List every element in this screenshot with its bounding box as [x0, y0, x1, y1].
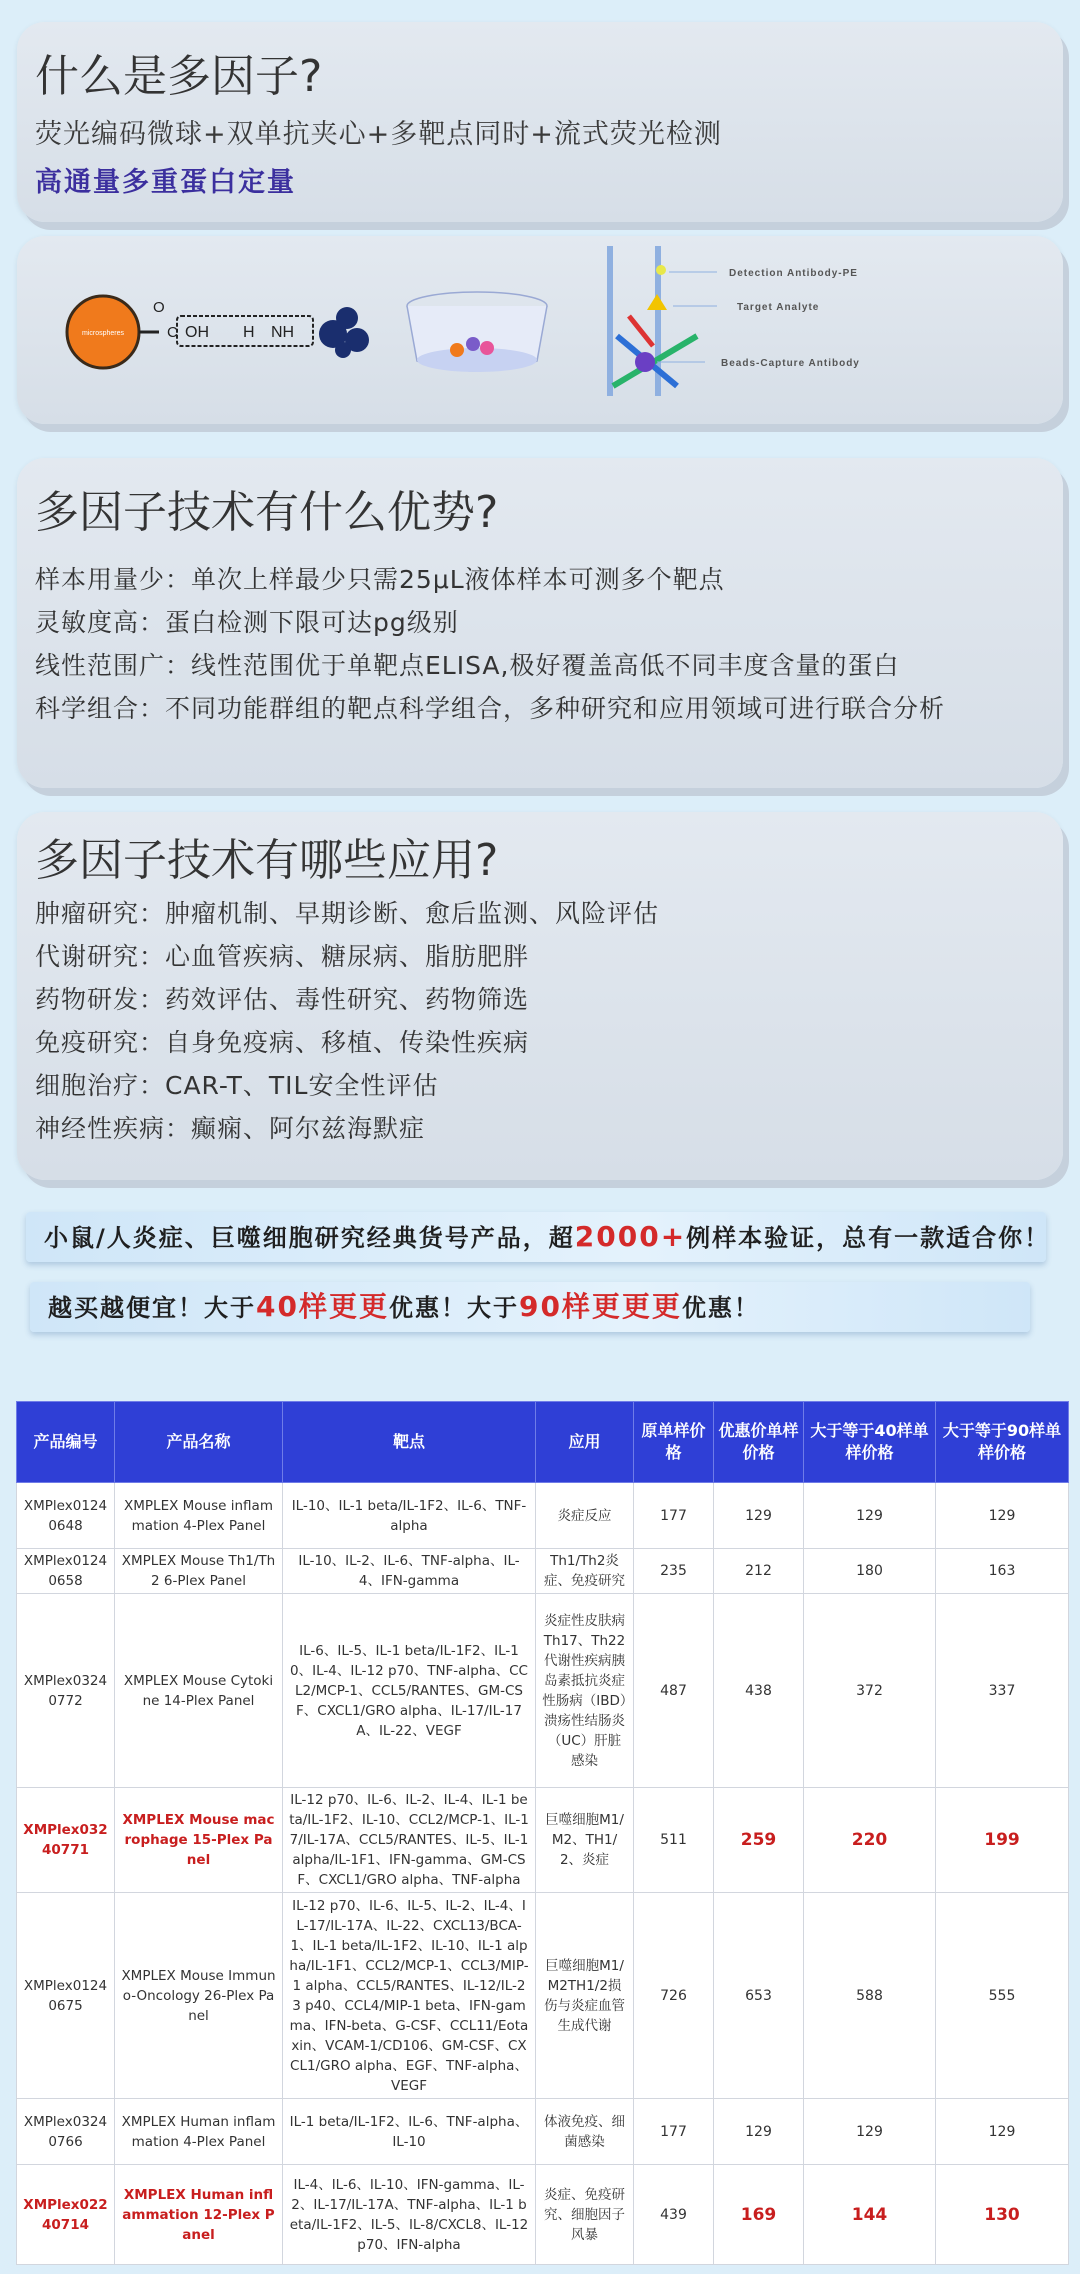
- column-header: 产品名称: [115, 1402, 283, 1483]
- discount-price-cell: 129: [714, 2099, 804, 2165]
- table-row: [17, 1549, 1069, 1594]
- application-item: 细胞治疗：CAR-T、TIL安全性评估: [35, 1071, 439, 1100]
- intro-subtitle: 荧光编码微球+双单抗夹心+多靶点同时+流式荧光检测: [35, 119, 722, 150]
- product-name-cell: XMPLEX Human inflammation 4-Plex Panel: [115, 2099, 283, 2165]
- table-header-row: [17, 1402, 1069, 1483]
- product-id-cell: XMPlex01240675: [17, 1893, 115, 2099]
- application-cell: 巨噬细胞M1/M2TH1/2损伤与炎症血管生成代谢: [536, 1893, 634, 2099]
- product-id-cell: XMPlex03240766: [17, 2099, 115, 2165]
- promo-banner-samples: [26, 1212, 1051, 1262]
- chem-group-h: H: [243, 324, 255, 341]
- product-id-cell: XMPlex02240714: [17, 2165, 115, 2265]
- label-detection-antibody: Detection Antibody-PE: [729, 268, 858, 279]
- promo-banner-discount: [30, 1282, 1030, 1332]
- product-name-cell: XMPLEX Mouse Immuno-Oncology 26-Plex Panel: [115, 1893, 283, 2099]
- svg-text:C: C: [167, 324, 178, 341]
- table-row: [17, 1594, 1069, 1788]
- column-header: 大于等于90样单样价格: [936, 1402, 1069, 1483]
- price-90-cell: 129: [936, 2099, 1069, 2165]
- advantage-item: 样本用量少：单次上样最少只需25μL液体样本可测多个靶点: [35, 565, 725, 594]
- discount-price-cell: 129: [714, 1483, 804, 1549]
- table-row: [17, 2099, 1069, 2165]
- intro-highlight: 高通量多重蛋白定量: [35, 167, 296, 198]
- original-price-cell: 177: [634, 1483, 714, 1549]
- banner-text: 例样本验证，总有一款适合你！: [686, 1224, 1051, 1252]
- column-header: 大于等于40样单样价格: [804, 1402, 936, 1483]
- price-40-cell: 180: [804, 1549, 936, 1594]
- price-90-cell: 337: [936, 1594, 1069, 1788]
- column-header: 优惠价单样价格: [714, 1402, 804, 1483]
- application-cell: 炎症性皮肤病Th17、Th22代谢性疾病胰岛素抵抗炎症性肠病（IBD）溃疡性结肠炎（UC）肝脏感染: [536, 1594, 634, 1788]
- table-row: [17, 1893, 1069, 2099]
- assay-diagram: [17, 236, 1063, 424]
- price-40-cell: 372: [804, 1594, 936, 1788]
- discount-price-cell: 169: [714, 2165, 804, 2265]
- application-cell: 炎症、免疫研究、细胞因子风暴: [536, 2165, 634, 2265]
- table-row: [17, 1483, 1069, 1549]
- price-90-cell: 130: [936, 2165, 1069, 2265]
- targets-cell: IL-12 p70、IL-6、IL-5、IL-2、IL-4、IL-17/IL-17A、IL-22、CXCL13/BCA-1、IL-1 beta/IL-1F2、IL-10、IL-1 alpha/IL-1F1、CCL2/MCP-1、CCL3/MIP-1 alpha、CCL5/RANTES、IL-12/IL-23 p40、CCL4/MIP-1 beta、IFN-gamma、IFN-beta、G-CSF、CCL11/Eotaxin、VCAM-1/CD106、GM-CSF、CXCL1/GRO alpha、EGF、TNF-alpha、VEGF: [283, 1893, 536, 2099]
- capture-antibody-icon: [319, 307, 369, 358]
- svg-text:O: O: [153, 299, 165, 316]
- targets-cell: IL-4、IL-6、IL-10、IFN-gamma、IL-2、IL-17/IL-17A、TNF-alpha、IL-1 beta/IL-1F2、IL-5、IL-8/CXCL8、IL-12 p70、IFN-alpha: [283, 2165, 536, 2265]
- discount-price-cell: 212: [714, 1549, 804, 1594]
- price-40-cell: 588: [804, 1893, 936, 2099]
- sandwich-assay-icon: [607, 246, 717, 396]
- application-item: 药物研发：药效评估、毒性研究、药物筛选: [35, 985, 530, 1014]
- chem-group-nh: NH: [271, 324, 295, 341]
- column-header: 产品编号: [17, 1402, 115, 1483]
- intro-card: [17, 22, 1063, 222]
- targets-cell: IL-10、IL-2、IL-6、TNF-alpha、IL-4、IFN-gamma: [283, 1549, 536, 1594]
- discount-price-cell: 259: [714, 1788, 804, 1893]
- original-price-cell: 177: [634, 2099, 714, 2165]
- price-40-cell: 220: [804, 1788, 936, 1893]
- column-header: 应用: [536, 1402, 634, 1483]
- discount-price-cell: 653: [714, 1893, 804, 2099]
- advantage-item: 灵敏度高：蛋白检测下限可达pg级别: [35, 608, 459, 637]
- application-item: 免疫研究：自身免疫病、移植、传染性疾病: [35, 1028, 530, 1057]
- price-90-cell: 129: [936, 1483, 1069, 1549]
- application-cell: 体液免疫、细菌感染: [536, 2099, 634, 2165]
- application-item: 代谢研究：心血管疾病、糖尿病、脂肪肥胖: [35, 942, 530, 971]
- banner-highlight: 90样更更更: [518, 1290, 682, 1323]
- product-name-cell: XMPLEX Mouse macrophage 15-Plex Panel: [115, 1788, 283, 1893]
- applications-card: [17, 812, 1063, 1180]
- banner-highlight: 2000+: [574, 1220, 687, 1253]
- application-item: 神经性疾病：癫痫、阿尔兹海默症: [35, 1114, 426, 1143]
- original-price-cell: 439: [634, 2165, 714, 2265]
- banner-text: 小鼠/人炎症、巨噬细胞研究经典货号产品，超: [44, 1224, 575, 1252]
- label-target-analyte: Target Analyte: [737, 302, 820, 313]
- well-icon: [407, 292, 547, 372]
- original-price-cell: 726: [634, 1893, 714, 2099]
- table-row: [17, 1788, 1069, 1893]
- intro-title: 什么是多因子?: [35, 51, 323, 102]
- advantage-item: 线性范围广：线性范围优于单靶点ELISA,极好覆盖高低不同丰度含量的蛋白: [35, 651, 900, 680]
- targets-cell: IL-10、IL-1 beta/IL-1F2、IL-6、TNF-alpha: [283, 1483, 536, 1549]
- price-90-cell: 163: [936, 1549, 1069, 1594]
- targets-cell: IL-1 beta/IL-1F2、IL-6、TNF-alpha、IL-10: [283, 2099, 536, 2165]
- applications-title: 多因子技术有哪些应用?: [35, 835, 499, 886]
- bead-label: microspheres: [81, 330, 125, 337]
- product-id-cell: XMPlex01240658: [17, 1549, 115, 1594]
- targets-cell: IL-6、IL-5、IL-1 beta/IL-1F2、IL-10、IL-4、IL-12 p70、TNF-alpha、CCL2/MCP-1、CCL5/RANTES、GM-CSF、CXCL1/GRO alpha、IL-17/IL-17A、IL-22、VEGF: [283, 1594, 536, 1788]
- original-price-cell: 235: [634, 1549, 714, 1594]
- product-name-cell: XMPLEX Mouse inflammation 4-Plex Panel: [115, 1483, 283, 1549]
- application-cell: 炎症反应: [536, 1483, 634, 1549]
- banner-text: 优惠！: [681, 1294, 760, 1322]
- label-capture-antibody: Beads-Capture Antibody: [721, 358, 860, 369]
- advantage-item: 科学组合：不同功能群组的靶点科学组合，多种研究和应用领域可进行联合分析: [35, 694, 946, 723]
- product-name-cell: XMPLEX Mouse Th1/Th2 6-Plex Panel: [115, 1549, 283, 1594]
- original-price-cell: 487: [634, 1594, 714, 1788]
- diagram-card: [17, 236, 1063, 424]
- advantages-title: 多因子技术有什么优势?: [35, 487, 499, 538]
- application-cell: 巨噬细胞M1/M2、TH1/2、炎症: [536, 1788, 634, 1893]
- price-40-cell: 144: [804, 2165, 936, 2265]
- product-id-cell: XMPlex01240648: [17, 1483, 115, 1549]
- product-id-cell: XMPlex03240772: [17, 1594, 115, 1788]
- application-cell: Th1/Th2炎症、免疫研究: [536, 1549, 634, 1594]
- column-header: 原单样价格: [634, 1402, 714, 1483]
- price-90-cell: 199: [936, 1788, 1069, 1893]
- original-price-cell: 511: [634, 1788, 714, 1893]
- product-price-table: [16, 1401, 1069, 2265]
- price-40-cell: 129: [804, 2099, 936, 2165]
- product-id-cell: XMPlex03240771: [17, 1788, 115, 1893]
- discount-price-cell: 438: [714, 1594, 804, 1788]
- product-name-cell: XMPLEX Human inflammation 12-Plex Panel: [115, 2165, 283, 2265]
- table-row: [17, 2165, 1069, 2265]
- application-item: 肿瘤研究：肿瘤机制、早期诊断、愈后监测、风险评估: [35, 899, 660, 928]
- advantages-card: [17, 458, 1063, 788]
- targets-cell: IL-12 p70、IL-6、IL-2、IL-4、IL-1 beta/IL-1F2、IL-10、CCL2/MCP-1、IL-17/IL-17A、CCL5/RANTES、IL-5、IL-1 alpha/IL-1F1、IFN-gamma、GM-CSF、CXCL1/GRO alpha、TNF-alpha: [283, 1788, 536, 1893]
- column-header: 靶点: [283, 1402, 536, 1483]
- chem-group-oh: OH: [185, 324, 209, 341]
- price-40-cell: 129: [804, 1483, 936, 1549]
- product-name-cell: XMPLEX Mouse Cytokine 14-Plex Panel: [115, 1594, 283, 1788]
- banner-highlight: 40样更更: [256, 1290, 389, 1323]
- banner-text: 越买越便宜！大于: [48, 1294, 256, 1322]
- price-90-cell: 555: [936, 1893, 1069, 2099]
- banner-text: 优惠！大于: [388, 1294, 519, 1322]
